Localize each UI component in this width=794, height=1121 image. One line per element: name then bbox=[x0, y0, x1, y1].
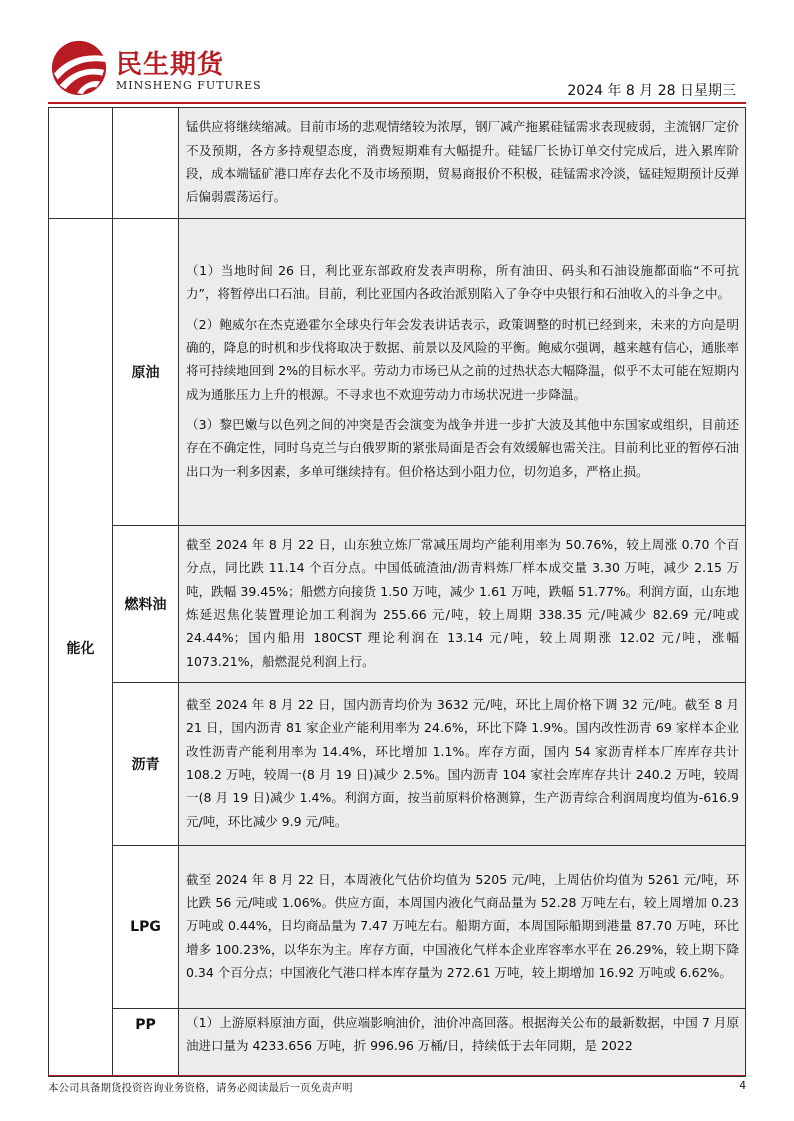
table-row bbox=[49, 846, 746, 1009]
page-header bbox=[0, 0, 794, 104]
category-cell-empty bbox=[49, 108, 113, 219]
header-divider bbox=[48, 102, 746, 104]
paragraph: （3）黎巴嫩与以色列之间的冲突是否会演变为战争并进一步扩大波及其他中东国家或组织，目前还存在不确定性，同时乌克兰与白俄罗斯的紧张局面是否会有效缓解也需关注。目前利比亚的暂停石油出口为一利多因素，多单可继续持有。但价格达到小阻力位，切勿追多，严格止损。 bbox=[186, 416, 739, 479]
subcategory-cell: 沥青 bbox=[113, 683, 179, 846]
footer-divider bbox=[48, 1075, 746, 1076]
paragraph: （1）上游原料原油方面，供应端影响油价，油价冲高回落。根据海关公布的最新数据，中国 7 月原油进口量为 4233.656 万吨，折 996.96 万桶/日，持续低于去年同期，是 2022 bbox=[186, 1015, 739, 1054]
paragraph: （1）当地时间 26 日，利比亚东部政府发表声明称，所有油田、码头和石油设施都面临“不可抗力”，将暂停出口石油。目前，利比亚国内各政治派别陷入了争夺中央银行和石油收入的斗争之中。 bbox=[186, 263, 739, 302]
table-row bbox=[49, 108, 746, 219]
paragraph: 截至 2024 年 8 月 22 日，山东独立炼厂常减压周均产能利用率为 50.76%，较上周涨 0.70 个百分点，同比跌 11.14 个百分点。中国低硫渣油/沥青料炼厂样本成交量 3.30 万吨，减少 2.15 万吨，跌幅 39.45%；船燃方向接货 1.50 万吨，减少 1.61 万吨，跌幅 51.77%。利润方面，山东地炼延迟焦化装置理论加工利润为 255.66 元/吨，较上周期 338.35 元/吨减少 82.69 元/吨或 24.44%；国内船用 180CST 理论利润在 13.14 元/吨，较上周期涨 12.02 元/吨，涨幅 1073.21%，船燃混兑利润上行。 bbox=[186, 537, 739, 669]
content-cell bbox=[179, 526, 746, 683]
table-row bbox=[49, 683, 746, 846]
content-cell bbox=[179, 683, 746, 846]
content-cell bbox=[179, 846, 746, 1009]
content-cell bbox=[179, 108, 746, 219]
page-number: 4 bbox=[739, 1080, 746, 1092]
paragraph: 截至 2024 年 8 月 22 日，本周液化气估价均值为 5205 元/吨，上周估价均值为 5261 元/吨，环比跌 56 元/吨或 1.06%。供应方面，本周国内液化气商品量为 52.28 万吨左右，较上周增加 0.23 万吨或 0.44%，日均商品量为 7.47 万吨左右。船期方面，本周国际船期到港量 87.70 万吨，环比增多 100.23%，以华东为主。库存方面，中国液化气样本企业库容率水平在 26.29%，较上期下降 0.34 个百分点；中国液化气港口样本库存量为 272.61 万吨，较上期增加 16.92 万吨或 6.62%。 bbox=[186, 871, 739, 980]
subcategory-cell: PP bbox=[113, 1009, 179, 1077]
table-row bbox=[49, 1009, 746, 1077]
company-name-en: MINSHENG FUTURES bbox=[116, 79, 262, 92]
paragraph: 锰供应将继续缩减。目前市场的悲观情绪较为浓厚，钢厂减产拖累硅锰需求表现疲弱，主流钢厂定价不及预期，各方多持观望态度，消费短期难有大幅提升。硅锰厂长协订单交付完成后，进入累库阶段，成本端锰矿港口库存去化不及市场预期，贸易商报价不积极，硅锰需求冷淡，锰硅短期预计反弹后偏弱震荡运行。 bbox=[186, 119, 739, 205]
subcategory-cell: 原油 bbox=[113, 219, 179, 526]
table-row bbox=[49, 526, 746, 683]
footer-disclaimer: 本公司具备期货投资咨询业务资格，请务必阅读最后一页免责声明 bbox=[48, 1082, 353, 1094]
commodity-table bbox=[48, 107, 746, 1077]
paragraph: （2）鲍威尔在杰克逊霍尔全球央行年会发表讲话表示，政策调整的时机已经到来，未来的方向是明确的，降息的时机和步伐将取决于数据、前景以及风险的平衡。鲍威尔强调，越来越有信心，通胀率将可持续地回到 2%的目标水平。劳动力市场已从之前的过热状态大幅降温，似乎不太可能在短期内成为通胀压力上升的根源。不寻求也不欢迎劳动力市场状况进一步降温。 bbox=[186, 316, 739, 402]
paragraph: 截至 2024 年 8 月 22 日，国内沥青均价为 3632 元/吨，环比上周价格下调 32 元/吨。截至 8 月 21 日，国内沥青 81 家企业产能利用率为 24.6%，环比下降 1.9%。国内改性沥青 69 家样本企业改性沥青产能利用率为 14.4%，环比增加 1.1%。库存方面，国内 54 家沥青样本厂库库存共计 108.2 万吨，较周一(8 月 19 日)减少 2.5%。国内沥青 104 家社会库库存共计 240.2 万吨，较周一(8 月 19 日)减少 1.4%。利润方面，按当前原料价格测算，生产沥青综合利润周度均值为-616.9 元/吨，环比减少 9.9 元/吨。 bbox=[186, 697, 739, 829]
subcategory-cell bbox=[113, 108, 179, 219]
minsheng-logo-icon bbox=[50, 39, 108, 97]
company-name-cn: 民生期货 bbox=[116, 50, 225, 80]
content-cell bbox=[179, 219, 746, 526]
table-row bbox=[49, 219, 746, 526]
subcategory-cell: 燃料油 bbox=[113, 526, 179, 683]
category-cell: 能化 bbox=[49, 219, 113, 1077]
report-date: 2024 年 8 月 28 日星期三 bbox=[567, 83, 736, 99]
subcategory-cell: LPG bbox=[113, 846, 179, 1009]
content-cell bbox=[179, 1009, 746, 1077]
